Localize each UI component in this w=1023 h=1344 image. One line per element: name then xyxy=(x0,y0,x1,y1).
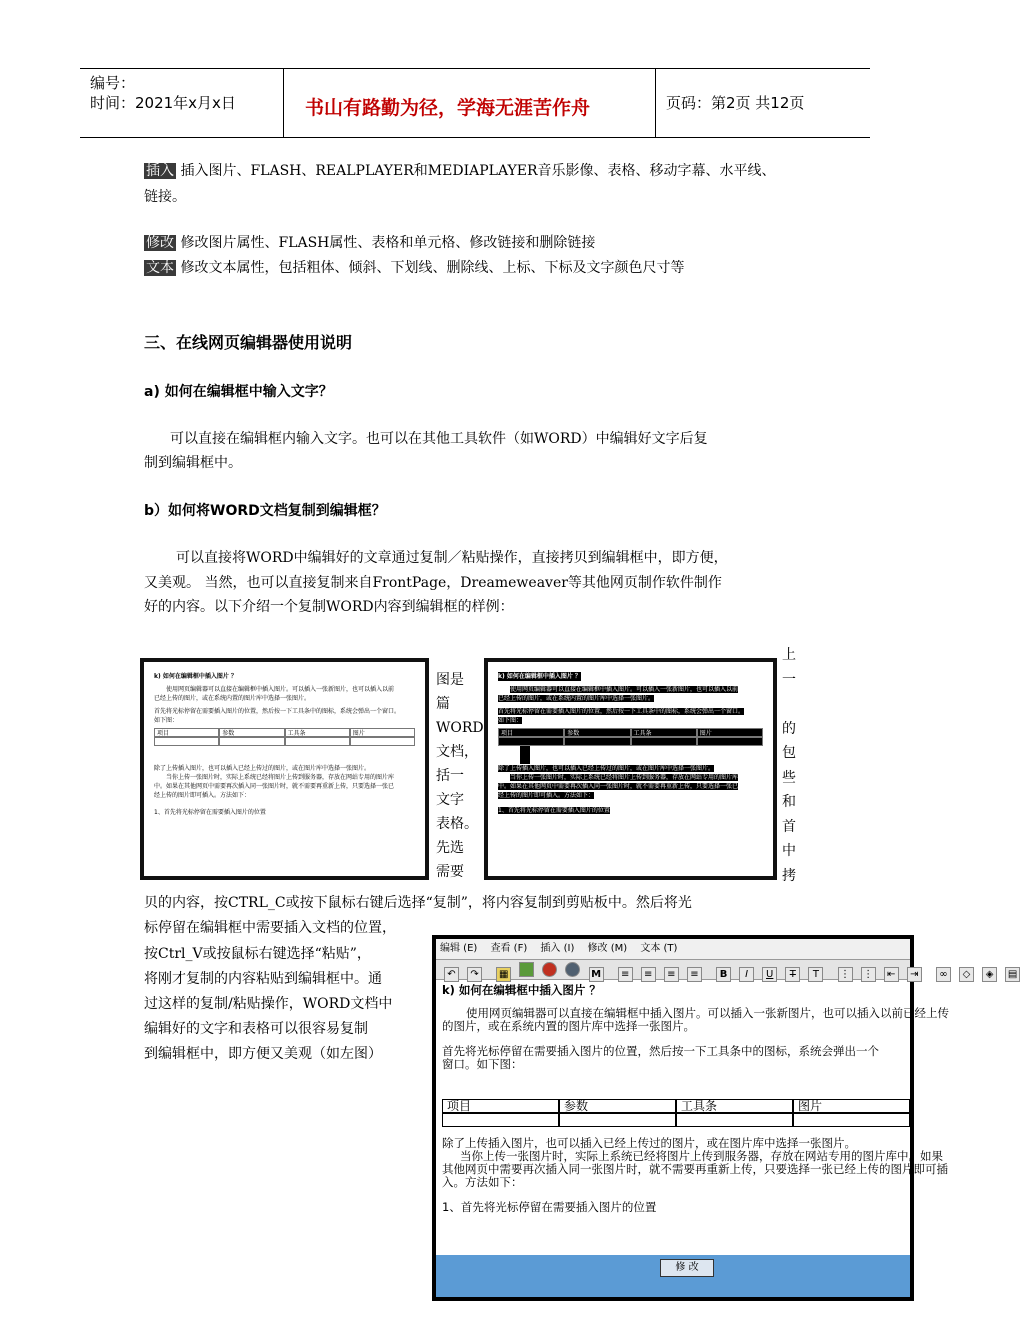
float-word: 需要 xyxy=(436,864,464,880)
float-char: 包 xyxy=(782,745,796,761)
word-doc-p3: 除了上传插入图片，也可以插入已经上传过的图片，或在图片库中选择一张图片。 xyxy=(154,765,371,772)
editor-col: 工具条 xyxy=(676,1099,793,1113)
sel-doc-p5: 1、首先将光标停留在需要插入图片的位置 xyxy=(498,807,610,814)
grid-icon[interactable]: ▤ xyxy=(1005,967,1020,982)
insert-text-cont: 链接。 xyxy=(144,189,186,205)
sel-doc-p2: 首先将光标停留在需要插入图片的位置，然后按一下工具条中的图标，系统会弹出一个窗口。 xyxy=(498,708,745,715)
redo-icon[interactable]: ↷ xyxy=(467,967,482,982)
editor-col: 图片 xyxy=(793,1099,910,1113)
word-doc-p2b: 如下图： xyxy=(154,717,179,724)
editor-col: 参数 xyxy=(559,1099,676,1113)
word-doc-p5: 1、首先将光标停留在需要插入图片的位置 xyxy=(154,809,266,816)
word-doc-p2: 首先将光标停留在需要插入图片的位置，然后按一下工具条中的图标，系统会弹出一个窗口。 xyxy=(154,708,401,715)
page-header xyxy=(80,68,870,138)
after-line4: 将刚才复制的内容粘贴到编辑框中。通 xyxy=(144,971,382,987)
answer-b-line1: 可以直接将WORD中编辑好的文章通过复制／粘贴操作，直接拷贝到编辑框中，即方便， xyxy=(176,550,728,566)
source-icon[interactable]: ◈ xyxy=(982,967,997,982)
float-char: 首 xyxy=(782,818,796,835)
editor-p1: 使用网页编辑器可以直接在编辑框中插入图片。可以插入一张新图片，也可以插入以前已经上传 xyxy=(466,1006,949,1020)
answer-a-line2: 制到编辑框中。 xyxy=(144,455,242,471)
float-char: 上 xyxy=(782,647,796,663)
flash-icon[interactable] xyxy=(542,962,557,977)
after-line6: 编辑好的文字和表格可以很容易复制 xyxy=(144,1021,368,1037)
web-editor-screenshot xyxy=(432,935,1018,1301)
word-doc-p4: 当你上传一张图片时，实际上系统已经将图片上传到服务器，存放在网站专用的图片库 xyxy=(166,774,395,781)
after-line2: 标停留在编辑框中需要插入文档的位置， xyxy=(144,920,396,936)
selected-document-screenshot xyxy=(484,658,777,880)
page-number: 页码：第2页 共12页 xyxy=(666,94,805,112)
float-text-middle xyxy=(436,668,484,884)
editor-content[interactable] xyxy=(436,980,949,1260)
word-doc-p1: 使用网页编辑器可以直接在编辑框中插入图片。可以插入一张新图片，也可以插入以前 xyxy=(166,686,395,693)
float-char: 一 xyxy=(782,671,796,688)
link-icon[interactable]: ∞ xyxy=(936,967,951,982)
answer-a-line1: 可以直接在编辑框内输入文字。也可以在其他工具软件（如WORD）中编辑好文字后复 xyxy=(170,431,708,447)
time-label: 时间：2021年x月x日 xyxy=(90,94,236,112)
sel-doc-col: 参数 xyxy=(564,728,630,737)
editor-table-row xyxy=(442,1113,910,1127)
code-label: 编号： xyxy=(90,74,136,92)
question-b: b）如何将WORD文档复制到编辑框？ xyxy=(144,503,386,519)
bold-icon[interactable]: B xyxy=(716,967,731,982)
editor-footer xyxy=(436,1255,910,1297)
sel-doc-col: 图片 xyxy=(697,728,763,737)
word-doc-title: k) 如何在编辑框中插入图片 ？ xyxy=(154,673,237,680)
after-line5: 过这样的复制/粘贴操作，WORD文档中 xyxy=(144,996,393,1012)
float-char: 中 xyxy=(782,843,796,859)
underline-icon[interactable]: U xyxy=(762,967,777,982)
float-char: 些 xyxy=(782,769,796,786)
menu-edit[interactable]: 编辑 (E) xyxy=(440,943,478,954)
sel-doc-table-header xyxy=(498,728,763,737)
unordered-list-icon[interactable]: ⋮ xyxy=(861,967,876,982)
text-style-icon[interactable]: T xyxy=(808,967,823,982)
float-word: 括一 xyxy=(436,768,464,784)
editor-p3: 除了上传插入图片，也可以插入已经上传过的图片，或在图片库中选择一张图片。 xyxy=(442,1136,856,1150)
float-char: 和 xyxy=(782,794,796,810)
editor-p4: 当你上传一张图片时，实际上系统已经将图片上传到服务器，存放在网站专用的图片库中。如果 xyxy=(460,1149,943,1163)
float-word: 文档， xyxy=(436,744,478,760)
align-center-icon[interactable]: ≡ xyxy=(641,967,656,982)
align-justify-icon[interactable]: ≡ xyxy=(687,967,702,982)
sel-doc-col: 项目 xyxy=(498,728,564,737)
editor-table-header xyxy=(442,1099,910,1113)
sel-doc-title: k) 如何在编辑框中插入图片 ？ xyxy=(498,673,581,680)
header-meta xyxy=(90,73,236,141)
word-doc-p4c: 经上传的图片即可插入。方法如下： xyxy=(154,792,251,799)
word-doc-p4b: 中。如果在其他网页中需要再次插入同一张图片时，就不需要再重新上传，只要选择一张已 xyxy=(154,783,395,790)
sel-doc-p4: 当你上传一张图片时，实际上系统已经将图片上传到服务器，存放在网站专用的图片库 xyxy=(510,774,739,781)
text-text: 修改文本属性，包括粗体、倾斜、下划线、删除线、上标、下标及文字颜色尺寸等 xyxy=(180,260,685,276)
editor-p4c: 入。方法如下： xyxy=(442,1175,523,1189)
word-doc-col: 工具条 xyxy=(285,728,350,737)
ordered-list-icon[interactable]: ⋮ xyxy=(838,967,853,982)
sel-doc-p2b: 如下图： xyxy=(498,717,523,724)
sel-doc-p4c: 经上传的图片即可插入。方法如下： xyxy=(498,792,595,799)
word-doc-col: 图片 xyxy=(350,728,415,737)
menu-view[interactable]: 查看 (F) xyxy=(490,943,528,954)
media-icon[interactable] xyxy=(565,962,580,977)
word-document-screenshot xyxy=(140,658,429,880)
sel-doc-table-row xyxy=(498,737,763,746)
align-left-icon[interactable]: ≡ xyxy=(618,967,633,982)
insert-text: 插入图片、FLASH、REALPLAYER和MEDIAPLAYER音乐影像、表格、移动字幕、水平线、 xyxy=(180,163,776,179)
insert-tag: 插入 xyxy=(146,163,174,179)
editor-col: 项目 xyxy=(442,1099,559,1113)
image-icon[interactable] xyxy=(519,962,534,977)
menu-modify[interactable]: 修改 (M) xyxy=(587,943,628,954)
editor-menu-bar xyxy=(436,939,910,960)
word-doc-table-row xyxy=(154,737,415,746)
editor-p4b: 其他网页中需要再次插入同一张图片时，就不需要再重新上传，只要选择一张已经上传的图片即可插 xyxy=(442,1162,948,1176)
float-text-right xyxy=(782,643,804,888)
sel-doc-col: 工具条 xyxy=(631,728,697,737)
after-line3: 按Ctrl_V或按鼠标右键选择“粘贴”， xyxy=(144,946,371,962)
undo-icon[interactable]: ↶ xyxy=(444,967,459,982)
word-doc-p1b: 已经上传的图片，或在系统内置的图片库中选择一张图片。 xyxy=(154,695,311,702)
editor-toolbar xyxy=(436,960,1018,980)
float-char: 的 xyxy=(782,720,796,737)
text-tag: 文本 xyxy=(146,260,174,276)
section-title: 三、在线网页编辑器使用说明 xyxy=(144,333,353,352)
word-doc-col: 项目 xyxy=(154,728,219,737)
float-char xyxy=(782,692,804,717)
sel-doc-p1b: 已经上传的图片，或在系统内置的图片库中选择一张图片。 xyxy=(498,695,655,702)
sel-doc-p3: 除了上传插入图片，也可以插入已经上传过的图片，或在图片库中选择一张图片。 xyxy=(498,765,715,772)
answer-b-line3: 好的内容。以下介绍一个复制WORD内容到编辑框的样例： xyxy=(144,599,514,615)
italic-icon[interactable]: I xyxy=(739,967,754,982)
modify-text: 修改图片属性、FLASH属性、表格和单元格、修改链接和删除链接 xyxy=(180,235,596,251)
answer-b-line2: 又美观。 当然，也可以直接复制来自FrontPage，Dreameweaver等其他网页制作软件制作 xyxy=(144,575,722,591)
table-icon[interactable]: ▦ xyxy=(496,967,511,982)
strikethrough-icon[interactable]: T xyxy=(785,967,800,982)
outdent-icon[interactable]: ⇤ xyxy=(884,967,899,982)
after-line7: 到编辑框中，即方便又美观（如左图） xyxy=(144,1046,382,1062)
marquee-icon[interactable]: M xyxy=(589,967,604,982)
menu-text[interactable]: 文本 (T) xyxy=(640,943,678,954)
editor-p2b: 窗口。如下图： xyxy=(442,1057,523,1071)
sel-doc-p1: 使用网页编辑器可以直接在编辑框中插入图片。可以插入一张新图片，也可以插入以前 xyxy=(510,686,739,693)
editor-p1b: 的图片，或在系统内置的图片库中选择一张图片。 xyxy=(442,1019,695,1033)
float-word: WORD xyxy=(436,720,484,736)
editor-heading: k) 如何在编辑框中插入图片 ？ xyxy=(442,983,601,997)
after-line1: 贝的内容，按CTRL_C或按下鼠标右键后选择“复制”，将内容复制到剪贴板中。然后将光 xyxy=(144,895,692,911)
editor-table xyxy=(442,1099,910,1127)
word-doc-table-header xyxy=(154,728,415,737)
float-word: 篇 xyxy=(436,696,450,712)
modify-button[interactable]: 修 改 xyxy=(660,1259,714,1277)
editor-p2: 首先将光标停留在需要插入图片的位置，然后按一下工具条中的图标，系统会弹出一个 xyxy=(442,1044,879,1058)
unlink-icon[interactable]: ◇ xyxy=(959,967,974,982)
float-char: 拷 xyxy=(782,867,796,884)
indent-icon[interactable]: ⇥ xyxy=(907,967,922,982)
modify-tag: 修改 xyxy=(146,235,174,251)
modify-line xyxy=(144,230,824,256)
insert-line xyxy=(144,158,824,184)
menu-insert[interactable]: 插入 (I) xyxy=(540,943,575,954)
float-word: 表格。 xyxy=(436,816,478,832)
sel-doc-p4b: 中。如果在其他网页中需要再次插入同一张图片时，就不需要再重新上传，只要选择一张已 xyxy=(498,783,739,790)
float-word: 图是 xyxy=(436,672,464,688)
text-line xyxy=(144,255,824,281)
header-motto: 书山有路勤为径，学海无涯苦作舟 xyxy=(305,97,591,119)
float-word: 先选 xyxy=(436,840,464,856)
align-right-icon[interactable]: ≡ xyxy=(664,967,679,982)
word-doc-col: 参数 xyxy=(219,728,284,737)
editor-p5: 1、首先将光标停留在需要插入图片的位置 xyxy=(442,1200,657,1214)
float-word: 文字 xyxy=(436,792,464,808)
question-a: a) 如何在编辑框中输入文字？ xyxy=(144,384,333,400)
